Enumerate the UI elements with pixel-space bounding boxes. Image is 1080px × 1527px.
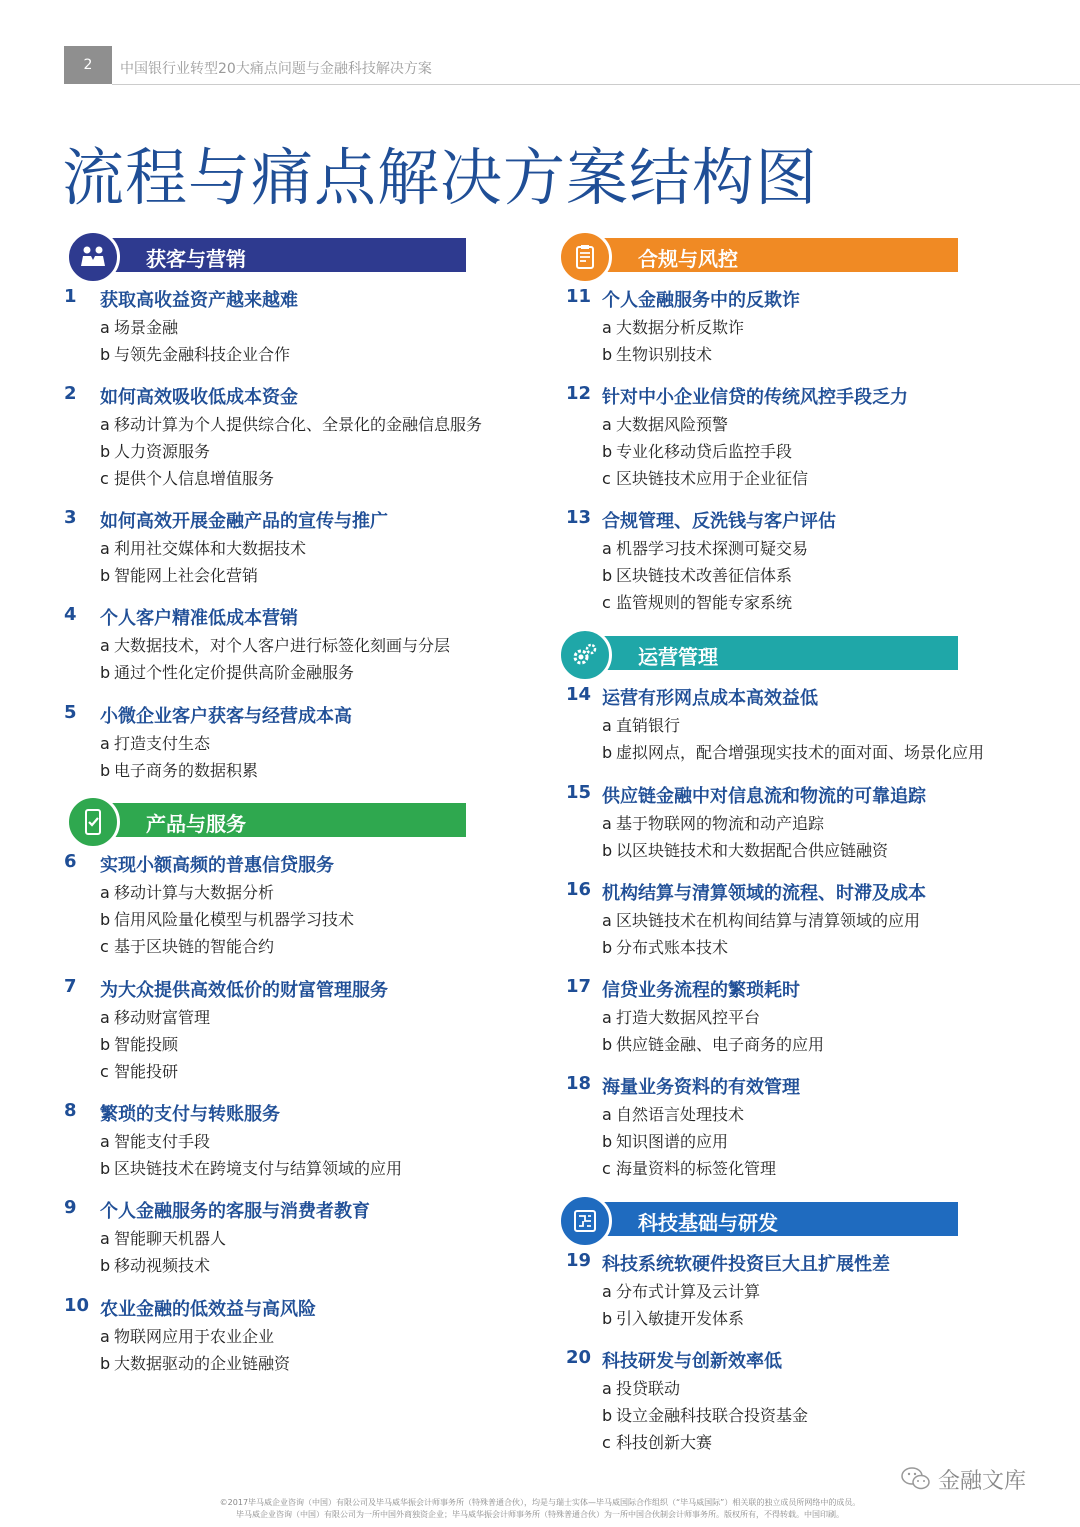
pain-point-item <box>64 286 298 368</box>
solution-text: 大数据分析反欺诈 <box>616 318 745 337</box>
item-heading <box>64 976 388 1004</box>
solution-text: 设立金融科技联合投资基金 <box>616 1406 809 1425</box>
solution-text: 分布式计算及云计算 <box>616 1282 761 1301</box>
solution-letter: a <box>602 1008 612 1027</box>
pain-point-item <box>566 383 908 492</box>
clipboard-check-icon <box>558 230 612 284</box>
solution-letter: a <box>100 1327 110 1346</box>
item-heading <box>566 286 800 314</box>
solution-item <box>566 1101 776 1128</box>
item-title: 小微企业客户获客与经营成本高 <box>100 706 352 727</box>
section-title: 运营管理 <box>638 645 718 669</box>
item-title: 运营有形网点成本高效益低 <box>602 688 818 709</box>
solution-item <box>566 1375 808 1402</box>
solution-letter: a <box>100 539 110 558</box>
solution-text: 提供个人信息增值服务 <box>114 469 275 488</box>
solution-item <box>64 411 482 438</box>
item-number: 17 <box>566 976 592 997</box>
solution-letter: a <box>100 636 110 655</box>
item-number: 2 <box>64 383 77 404</box>
solution-letter: c <box>602 1159 611 1178</box>
solution-item <box>64 659 450 686</box>
item-title: 科技研发与创新效率低 <box>602 1351 782 1372</box>
solution-letter: b <box>602 345 613 364</box>
solution-letter: b <box>602 1309 613 1328</box>
item-title: 如何高效吸收低成本资金 <box>100 387 298 408</box>
item-number: 15 <box>566 782 592 803</box>
solution-item <box>64 1004 210 1031</box>
solution-text: 移动计算为个人提供综合化、全景化的金融信息服务 <box>114 415 483 434</box>
solution-letter: b <box>100 345 111 364</box>
solution-letter: b <box>602 841 613 860</box>
item-title: 个人金融服务中的反欺诈 <box>602 290 800 311</box>
solution-item <box>566 1031 824 1058</box>
solution-item <box>566 1278 760 1305</box>
solution-text: 利用社交媒体和大数据技术 <box>114 539 307 558</box>
solution-item <box>566 1305 760 1332</box>
solution-item <box>566 1429 808 1456</box>
item-number: 4 <box>64 604 77 625</box>
solution-text: 智能支付手段 <box>114 1132 211 1151</box>
pain-point-item <box>566 1073 800 1182</box>
solution-letter: b <box>602 1406 613 1425</box>
solution-letter: a <box>602 814 612 833</box>
section-operations <box>558 636 958 670</box>
item-heading <box>566 507 836 535</box>
solution-text: 科技创新大赛 <box>616 1433 713 1452</box>
document-title: 中国银行业转型20大痛点问题与金融科技解决方案 <box>120 61 432 77</box>
item-title: 供应链金融中对信息流和物流的可靠追踪 <box>602 786 926 807</box>
solution-text: 场景金融 <box>114 318 179 337</box>
solution-item <box>64 632 450 659</box>
solution-item <box>64 1323 290 1350</box>
solution-letter: b <box>602 1132 613 1151</box>
solution-text: 生物识别技术 <box>616 345 713 364</box>
solution-item <box>566 810 888 837</box>
solution-letter: a <box>100 1132 110 1151</box>
pain-point-item <box>64 702 352 784</box>
item-number: 9 <box>64 1197 77 1218</box>
item-heading <box>64 604 450 632</box>
solution-letter: a <box>602 1282 612 1301</box>
solution-item <box>566 535 808 562</box>
solution-letter: a <box>100 318 110 337</box>
solution-text: 与领先金融科技企业合作 <box>114 345 291 364</box>
solution-letter: a <box>602 318 612 337</box>
item-title: 合规管理、反洗钱与客户评估 <box>602 511 836 532</box>
solution-item <box>566 562 808 589</box>
solution-letter: a <box>100 734 110 753</box>
solution-letter: c <box>602 469 611 488</box>
pain-point-item <box>566 286 800 368</box>
item-title: 科技系统软硬件投资巨大且扩展性差 <box>602 1254 890 1275</box>
solution-item <box>566 411 808 438</box>
solution-item <box>64 730 258 757</box>
solution-item <box>64 1252 226 1279</box>
item-number: 1 <box>64 286 77 307</box>
solution-letter: c <box>100 937 109 956</box>
pain-point-item <box>566 684 984 766</box>
solution-item <box>566 907 920 934</box>
solution-text: 智能网上社会化营销 <box>114 566 259 585</box>
item-heading <box>566 1347 808 1375</box>
solution-letter: b <box>100 442 111 461</box>
item-number: 10 <box>64 1295 90 1316</box>
item-title: 个人金融服务的客服与消费者教育 <box>100 1201 370 1222</box>
solution-text: 以区块链技术和大数据配合供应链融资 <box>616 841 889 860</box>
solution-letter: c <box>100 1062 109 1081</box>
item-title: 机构结算与清算领域的流程、时滞及成本 <box>602 883 926 904</box>
solution-item <box>566 1128 776 1155</box>
solution-text: 自然语言处理技术 <box>616 1105 745 1124</box>
solution-item <box>566 1155 776 1182</box>
solution-item <box>566 1402 808 1429</box>
solution-text: 专业化移动贷后监控手段 <box>616 442 793 461</box>
pain-point-item <box>566 507 836 616</box>
solution-text: 区块链技术在跨境支付与结算领域的应用 <box>114 1159 403 1178</box>
solution-item <box>64 906 354 933</box>
footer-line-2: 毕马威企业咨询（中国）有限公司为一所中国外商独资企业；毕马威华振会计师事务所（特殊普通合伙）为一所中国合伙制会计师事务所。版权所有，不得转载。中国印刷。 <box>236 1510 844 1519</box>
solution-letter: c <box>100 469 109 488</box>
solution-text: 引入敏捷开发体系 <box>616 1309 745 1328</box>
pain-point-item <box>64 604 450 686</box>
item-number: 16 <box>566 879 592 900</box>
solution-item <box>566 465 808 492</box>
item-heading <box>566 684 984 712</box>
pain-point-item <box>64 507 388 589</box>
solution-letter: b <box>100 1159 111 1178</box>
gears-icon <box>558 628 612 682</box>
solution-text: 海量资料的标签化管理 <box>616 1159 777 1178</box>
item-title: 为大众提供高效低价的财富管理服务 <box>100 980 388 1001</box>
item-heading <box>64 1295 316 1323</box>
solution-letter: a <box>602 539 612 558</box>
watermark-text: 金融文库 <box>938 1468 1027 1494</box>
solution-text: 移动计算与大数据分析 <box>114 883 275 902</box>
item-number: 12 <box>566 383 592 404</box>
item-number: 6 <box>64 851 77 872</box>
solution-text: 智能投研 <box>114 1062 179 1081</box>
solution-text: 移动视频技术 <box>114 1256 211 1275</box>
section-title: 获客与营销 <box>146 247 246 271</box>
item-title: 海量业务资料的有效管理 <box>602 1077 800 1098</box>
solution-letter: b <box>602 743 613 762</box>
solution-item <box>64 1350 290 1377</box>
solution-text: 智能聊天机器人 <box>114 1229 227 1248</box>
section-title: 科技基础与研发 <box>638 1211 778 1235</box>
solution-letter: b <box>100 761 111 780</box>
solution-letter: a <box>100 415 110 434</box>
item-number: 7 <box>64 976 77 997</box>
solution-text: 供应链金融、电子商务的应用 <box>616 1035 825 1054</box>
item-number: 13 <box>566 507 592 528</box>
solution-item <box>566 837 888 864</box>
solution-item <box>566 739 984 766</box>
item-number: 20 <box>566 1347 592 1368</box>
solution-text: 区块链技术在机构间结算与清算领域的应用 <box>616 911 921 930</box>
header-divider <box>112 84 1080 85</box>
handshake-icon <box>66 230 120 284</box>
solution-item <box>64 1155 402 1182</box>
solution-item <box>566 934 920 961</box>
phone-check-icon <box>66 795 120 849</box>
pain-point-item <box>64 383 482 492</box>
item-title: 繁琐的支付与转账服务 <box>100 1104 280 1125</box>
solution-text: 打造支付生态 <box>114 734 211 753</box>
solution-letter: a <box>602 911 612 930</box>
solution-letter: c <box>602 1433 611 1452</box>
solution-letter: b <box>100 566 111 585</box>
solution-letter: a <box>602 1379 612 1398</box>
item-title: 获取高收益资产越来越难 <box>100 290 298 311</box>
item-title: 如何高效开展金融产品的宣传与推广 <box>100 511 388 532</box>
solution-item <box>64 314 290 341</box>
pain-point-item <box>566 1347 808 1456</box>
solution-letter: b <box>100 1354 111 1373</box>
pain-point-item <box>566 782 926 864</box>
solution-item <box>64 562 306 589</box>
solution-text: 移动财富管理 <box>114 1008 211 1027</box>
solution-letter: b <box>602 442 613 461</box>
section-products <box>66 803 466 837</box>
item-heading <box>566 879 926 907</box>
pain-point-item <box>566 1250 890 1332</box>
watermark <box>900 1462 1026 1496</box>
solution-item <box>566 712 984 739</box>
pain-point-item <box>64 851 354 960</box>
section-tech <box>558 1202 958 1236</box>
solution-letter: b <box>602 938 613 957</box>
solution-letter: a <box>100 1008 110 1027</box>
solution-text: 直销银行 <box>616 716 681 735</box>
item-heading <box>64 702 352 730</box>
solution-text: 大数据驱动的企业链融资 <box>114 1354 291 1373</box>
item-heading <box>64 851 354 879</box>
solution-letter: b <box>602 566 613 585</box>
pain-point-item <box>566 879 926 961</box>
solution-item <box>566 341 744 368</box>
solution-text: 知识图谱的应用 <box>616 1132 729 1151</box>
item-title: 实现小额高频的普惠信贷服务 <box>100 855 334 876</box>
solution-item <box>64 1058 210 1085</box>
solution-letter: b <box>100 1035 111 1054</box>
solution-text: 虚拟网点，配合增强现实技术的面对面、场景化应用 <box>616 743 985 762</box>
section-title: 产品与服务 <box>146 812 246 836</box>
solution-text: 物联网应用于农业企业 <box>114 1327 275 1346</box>
solution-text: 机器学习技术探测可疑交易 <box>616 539 809 558</box>
solution-text: 电子商务的数据积累 <box>114 761 259 780</box>
solution-letter: a <box>100 1229 110 1248</box>
solution-item <box>64 933 354 960</box>
solution-letter: c <box>602 593 611 612</box>
solution-item <box>566 1004 824 1031</box>
pain-point-item <box>64 1197 370 1279</box>
solution-text: 监管规则的智能专家系统 <box>616 593 793 612</box>
item-number: 19 <box>566 1250 592 1271</box>
pain-point-item <box>64 1295 316 1377</box>
pain-point-item <box>64 976 388 1085</box>
solution-text: 人力资源服务 <box>114 442 211 461</box>
solution-text: 打造大数据风控平台 <box>616 1008 761 1027</box>
solution-text: 基于区块链的智能合约 <box>114 937 275 956</box>
page-title: 流程与痛点解决方案结构图 <box>62 141 819 214</box>
item-heading <box>64 1100 402 1128</box>
solution-letter: a <box>100 883 110 902</box>
page-header <box>64 46 1080 86</box>
solution-text: 区块链技术改善征信体系 <box>616 566 793 585</box>
item-heading <box>566 1250 890 1278</box>
solution-text: 大数据风险预警 <box>616 415 729 434</box>
item-title: 个人客户精准低成本营销 <box>100 608 298 629</box>
item-heading <box>64 383 482 411</box>
solution-text: 通过个性化定价提供高阶金融服务 <box>114 663 355 682</box>
solution-item <box>64 341 290 368</box>
item-title: 针对中小企业信贷的传统风控手段乏力 <box>602 387 908 408</box>
solution-item <box>64 465 482 492</box>
solution-letter: a <box>602 716 612 735</box>
item-heading <box>566 782 926 810</box>
item-number: 11 <box>566 286 592 307</box>
solution-text: 大数据技术，对个人客户进行标签化刻画与分层 <box>114 636 451 655</box>
solution-item <box>64 438 482 465</box>
solution-text: 信用风险量化模型与机器学习技术 <box>114 910 355 929</box>
section-acquisition <box>66 238 466 272</box>
footer-line-1: ©2017毕马威企业咨询（中国）有限公司及毕马威华振会计师事务所（特殊普通合伙），均是与瑞士实体—毕马威国际合作组织（“毕马威国际”）相关联的独立成员所网络中的成员。 <box>219 1498 861 1507</box>
item-heading <box>64 507 388 535</box>
solution-item <box>566 438 808 465</box>
solution-text: 基于物联网的物流和动产追踪 <box>616 814 825 833</box>
pain-point-item <box>64 1100 402 1182</box>
item-number: 5 <box>64 702 77 723</box>
solution-letter: b <box>100 1256 111 1275</box>
solution-letter: a <box>602 1105 612 1124</box>
wechat-icon <box>900 1465 932 1493</box>
solution-letter: b <box>602 1035 613 1054</box>
section-compliance <box>558 238 958 272</box>
item-heading <box>566 976 824 1004</box>
item-number: 14 <box>566 684 592 705</box>
solution-text: 智能投顾 <box>114 1035 179 1054</box>
pain-point-item <box>566 976 824 1058</box>
item-number: 3 <box>64 507 77 528</box>
solution-item <box>64 535 306 562</box>
item-title: 信贷业务流程的繁琐耗时 <box>602 980 800 1001</box>
circuit-icon <box>558 1194 612 1248</box>
item-number: 8 <box>64 1100 77 1121</box>
item-title: 农业金融的低效益与高风险 <box>100 1299 316 1320</box>
item-heading <box>566 383 908 411</box>
solution-item <box>64 1031 210 1058</box>
solution-item <box>566 589 808 616</box>
solution-item <box>64 1128 402 1155</box>
solution-item <box>64 1225 226 1252</box>
item-heading <box>566 1073 800 1101</box>
solution-letter: b <box>100 910 111 929</box>
item-heading <box>64 1197 370 1225</box>
solution-item <box>64 757 258 784</box>
solution-letter: a <box>602 415 612 434</box>
solution-text: 投贷联动 <box>616 1379 681 1398</box>
page-number: 2 <box>64 46 112 84</box>
solution-item <box>566 314 744 341</box>
item-number: 18 <box>566 1073 592 1094</box>
solution-text: 分布式账本技术 <box>616 938 729 957</box>
item-heading <box>64 286 298 314</box>
solution-text: 区块链技术应用于企业征信 <box>616 469 809 488</box>
section-title: 合规与风控 <box>638 247 738 271</box>
solution-item <box>64 879 354 906</box>
solution-letter: b <box>100 663 111 682</box>
